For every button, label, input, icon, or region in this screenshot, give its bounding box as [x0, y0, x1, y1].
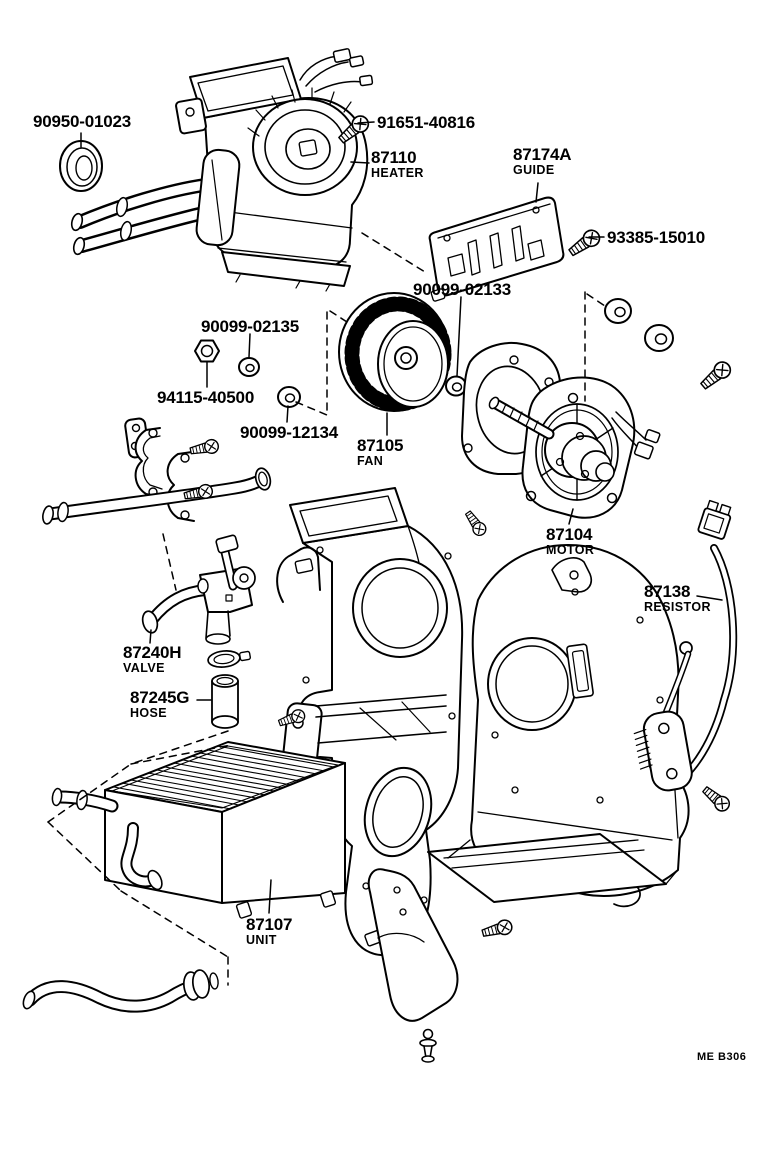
part-label-87174A	[513, 146, 571, 177]
part-number: 90099-12134	[240, 423, 339, 442]
diagram-code: ME B306	[697, 1051, 747, 1063]
part-label-90099-12134	[240, 424, 338, 442]
part-label-91651-40816	[377, 114, 475, 132]
grommet-90950-art	[60, 141, 102, 191]
part-sublabel: UNIT	[246, 933, 277, 948]
bottom-hose-art	[21, 969, 219, 1010]
part-number: 87105	[357, 436, 404, 455]
part-label-87104	[546, 526, 594, 557]
part-number: 93385-15010	[607, 228, 706, 247]
part-number: 90950-01023	[33, 112, 132, 131]
hose-87245-art	[212, 675, 238, 728]
part-label-90950-01023	[33, 113, 131, 131]
part-number: 94115-40500	[157, 388, 255, 407]
part-number: 87245G	[130, 688, 190, 707]
part-label-90099-02135	[201, 318, 299, 336]
part-sublabel: MOTOR	[546, 543, 595, 558]
part-label-87138	[644, 583, 711, 614]
part-sublabel: FAN	[357, 454, 384, 469]
part-sublabel: GUIDE	[513, 163, 555, 178]
part-number: 90099-02133	[413, 280, 512, 299]
part-number: 91651-40816	[377, 113, 476, 132]
part-label-87110	[371, 149, 424, 180]
part-number: 87240H	[123, 643, 182, 662]
part-number: 87110	[371, 148, 417, 167]
part-number: 87104	[546, 525, 593, 544]
part-sublabel: HOSE	[130, 706, 168, 721]
part-sublabel: VALVE	[123, 661, 165, 676]
part-number: 87107	[246, 915, 293, 934]
fan-art	[339, 293, 449, 411]
part-label-87105	[357, 437, 403, 468]
part-label-87245G	[130, 689, 189, 720]
part-number: 87174A	[513, 145, 572, 164]
part-label-87107	[246, 916, 292, 947]
part-sublabel: RESISTOR	[644, 600, 711, 615]
part-label-87240H	[123, 644, 181, 675]
part-label-90099-02133	[413, 281, 511, 299]
part-number: 90099-02135	[201, 317, 300, 336]
duct-cover-art	[369, 869, 458, 1062]
part-sublabel: HEATER	[371, 166, 424, 181]
heater-assembly-art	[70, 48, 373, 291]
part-label-94115-40500	[157, 389, 254, 407]
part-label-93385-15010	[607, 229, 705, 247]
heater-core-art	[51, 742, 345, 919]
part-number: 87138	[644, 582, 691, 601]
